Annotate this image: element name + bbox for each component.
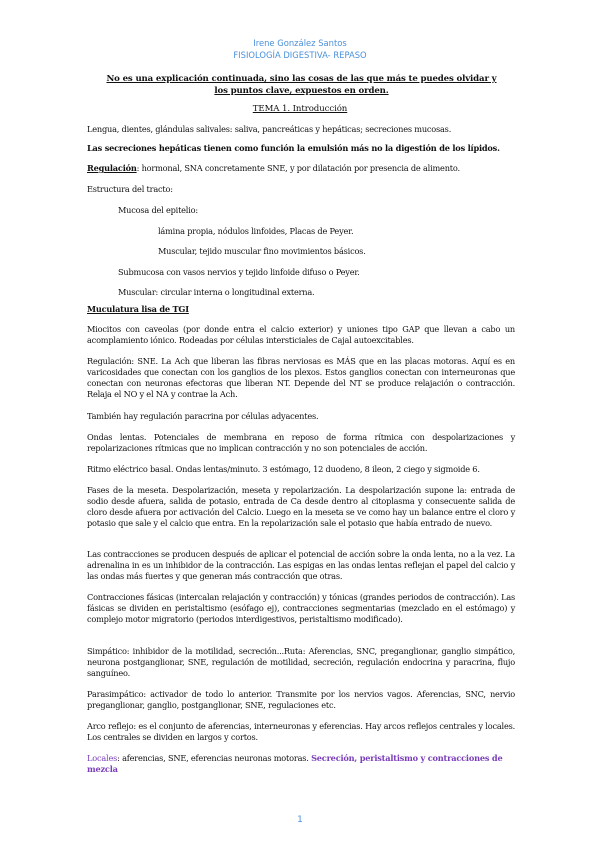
- locales-label: Locales: [87, 753, 118, 763]
- paragraph-regulation: [87, 163, 515, 174]
- list-item-submucosa: Submucosa con vasos nervios y tejido linfoide difuso o Peyer.: [118, 267, 360, 277]
- document-title: FISIOLOGÍA DIGESTIVA- REPASO: [233, 50, 367, 60]
- regulation-text: : hormonal, SNA concretamente SNE, y por dilatación por presencia de alimento.: [136, 163, 460, 173]
- paragraph-ritmo: Ritmo eléctrico basal. Ondas lentas/minuto. 3 estómago, 12 duodeno, 8 ileon, 2 ciego y sigmoide 6.: [87, 464, 480, 474]
- section-heading-tema-1: TEMA 1. Introducción: [252, 104, 348, 114]
- section-heading-musculatura: Muculatura lisa de TGI: [87, 304, 189, 314]
- paragraph-organs: Lengua, dientes, glándulas salivales: saliva, pancreáticas y hepáticas; secreciones mucosas.: [87, 124, 452, 134]
- list-item-muscular: Muscular: circular interna o longitudinal externa.: [118, 287, 315, 297]
- paragraph-fasicas-tonicas: Contracciones fásicas (intercalan relajación y contracción) y tónicas (grandes periodos de contracción). Las fásicas se dividen en peristaltismo (esófago ej), contracciones segmentarias (mezclado en el estómago) y complejo motor migratorio (periodos interdigestivos, peristaltismo modificado).: [87, 592, 515, 625]
- paragraph-arco-reflejo: Arco reflejo: es el conjunto de aferencias, interneuronas y eferencias. Hay arcos reflejos centrales y locales. Los centrales se dividen en largos y cortos.: [87, 721, 515, 743]
- page-header: [0, 37, 600, 61]
- regulation-label: Regulación: [87, 163, 137, 173]
- list-item-muscular-fino: Muscular, tejido muscular fino movimientos básicos.: [158, 246, 366, 256]
- paragraph-ondas-lentas: Ondas lentas. Potenciales de membrana en reposo de forma rítmica con despolarizaciones y repolarizaciones rítmicas que no implican contracción y no son potenciales de acción.: [87, 432, 515, 454]
- paragraph-structure: Estructura del tracto:: [87, 184, 173, 194]
- list-item-lamina: lámina propia, nódulos linfoides, Placas de Peyer.: [158, 226, 354, 236]
- paragraph-fases-meseta: Fases de la meseta. Despolarización, meseta y repolarización. La despolarización supone la: entrada de sodio desde afuera, salida de potasio, entrada de Ca desde dentro al citoplasma y consecuente salida de cloro desde afuera por activación del Calcio. Luego en la meseta se ve como hay un balance entre el cloro y potasio que sale y el calcio que entra. En la repolarización sale el potasio que había entrado de nuevo.: [87, 485, 515, 529]
- paragraph-parasimpatico: Parasimpático: activador de todo lo anterior. Transmite por los nervios vagos. Aferencias, SNC, nervio preganglionar, ganglio, postganglionar, SNE, regulaciones etc.: [87, 689, 515, 711]
- paragraph-contracciones: Las contracciones se producen después de aplicar el potencial de acción sobre la onda lenta, no a la vez. La adrenalina in es un inhibidor de la contracción. Las espigas en las ondas lentas reflejan el papel del calcio y las ondas más fuertes y que generan más contracción que otras.: [87, 549, 515, 582]
- paragraph-hepatic: Las secreciones hepáticas tienen como función la emulsión más no la digestión de los lípidos.: [87, 143, 500, 153]
- paragraph-simpatico: Simpático: inhibidor de la motilidad, secreción...Ruta: Aferencias, SNC, preganglionar, ganglio simpático, neurona postganglionar, SNE, regulación de motilidad, secreción, regulación endocrina y paracrina, flujo sanguíneo.: [87, 646, 515, 679]
- locales-text: : aferencias, SNE, eferencias neuronas motoras.: [117, 753, 312, 763]
- paragraph-miocitos: Miocitos con caveolas (por donde entra el calcio exterior) y uniones tipo GAP que llevan a cabo un acomplamiento iónico. Rodeadas por células intersticiales de Cajal autoexcitables.: [87, 324, 515, 346]
- intro-note: No es una explicación continuada, sino las cosas de las que más te puedes olvidar y los puntos clave, expuestos en orden.: [106, 74, 497, 96]
- paragraph-locales: [87, 753, 515, 775]
- author-name: Irene González Santos: [253, 38, 347, 48]
- paragraph-regulacion-sne: Regulación: SNE. La Ach que liberan las fibras nerviosas es MÁS que en las placas motoras. Aquí es en varicosidades que conectan con los ganglios de los plexos. Estos ganglios conectan con interneuronas que conectan con neuronas efectoras que liberan NT. Depende del NT se produce relajación o contracción. Relaja el NO y el NA y contrae la Ach.: [87, 356, 515, 400]
- list-item-mucosa: Mucosa del epitelio:: [118, 205, 198, 215]
- paragraph-paracrina: También hay regulación paracrina por células adyacentes.: [87, 411, 319, 421]
- locales-highlight: Secreción, peristaltismo y contracciones de mezcla: [87, 753, 503, 775]
- page-number: 1: [297, 815, 303, 825]
